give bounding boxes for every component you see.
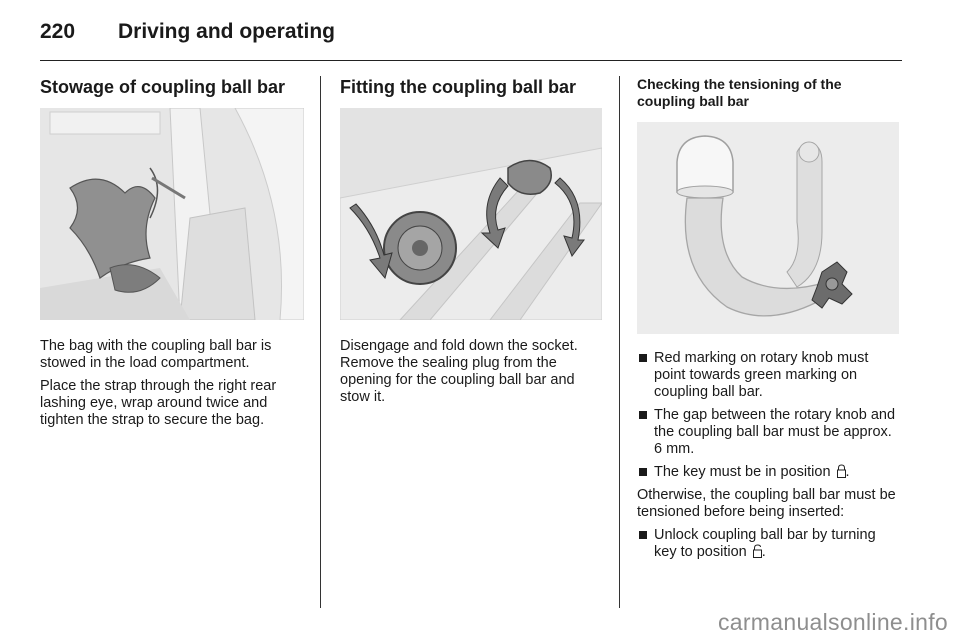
- check-list: [637, 350, 902, 481]
- paragraph: Otherwise, the coupling ball bar must be tensioned before being inserted:: [637, 487, 896, 520]
- section-title: Stowage of coupling ball bar: [40, 77, 286, 97]
- list-item: Unlock coupling ball bar by turning key to position .: [637, 527, 902, 561]
- paragraph: Place the strap through the right rear lashing eye, wrap around twice and tighten the strap to secure the bag.: [40, 378, 277, 428]
- list-item: Red marking on rotary knob must point towards green marking on coupling ball bar.: [637, 350, 902, 401]
- chapter-title: Driving and operating: [118, 20, 336, 43]
- list-item: The gap between the rotary knob and the coupling ball bar must be approx. 6 mm.: [637, 407, 902, 458]
- unlock-list: [637, 527, 902, 561]
- paragraph: Disengage and fold down the socket. Remove the sealing plug from the opening for the coupling ball bar and stow it.: [340, 338, 578, 405]
- key-locked-icon: [837, 464, 846, 478]
- section-title: Checking the tensioning of the coupling ball bar: [637, 76, 842, 109]
- coupling-ball-bar-illustration: [637, 122, 899, 334]
- watermark: carmanualsonline.info: [717, 609, 948, 635]
- column-checking: [637, 76, 902, 561]
- column-fitting: [340, 76, 602, 406]
- column-divider: [320, 76, 321, 608]
- page-header: [40, 18, 902, 61]
- column-stowage: [40, 76, 304, 429]
- column-divider: [619, 76, 620, 608]
- list-item: The key must be in position .: [637, 464, 902, 481]
- section-title: Fitting the coupling ball bar: [340, 77, 576, 97]
- paragraph: The bag with the coupling ball bar is stowed in the load compartment.: [40, 338, 272, 371]
- socket-illustration: [340, 108, 602, 320]
- key-unlocked-icon: [753, 544, 762, 558]
- page-number: 220: [40, 20, 76, 43]
- bag-illustration: [40, 108, 304, 320]
